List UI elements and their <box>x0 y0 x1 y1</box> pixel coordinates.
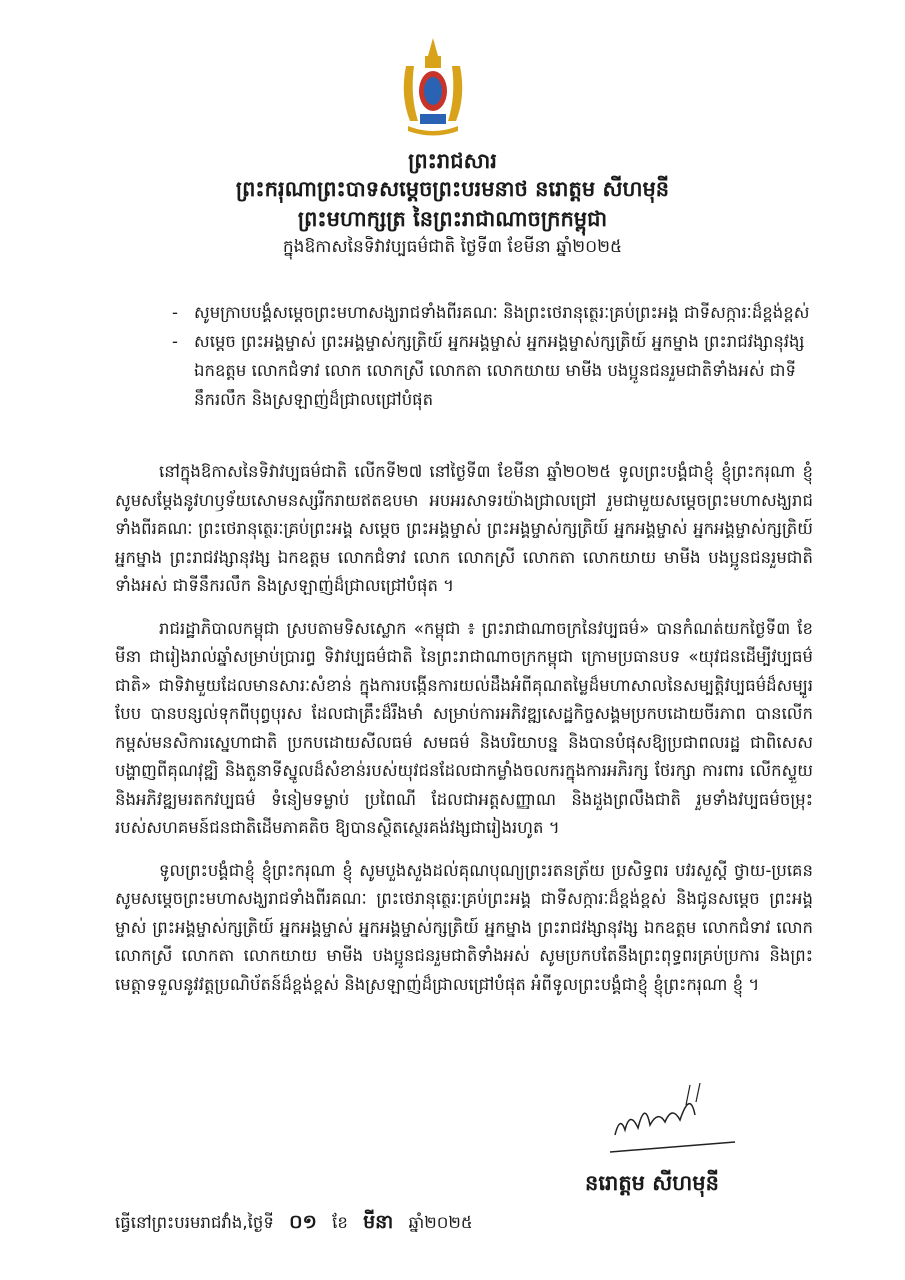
paragraph: ទូលព្រះបង្គំជាខ្ញុំ ខ្ញុំព្រះករុណា ខ្ញុំ សូមបួងសួងដល់គុណបុណ្យព្រះរតនត្រ័យ ប្រសិទ្ធពរ បវរសួស្តី ថ្វាយ-ប្រគេន សូមសម្តេចព្រះមហាសង្ឃរាជទាំងពីរគណៈ ព្រះថេរានុត្ថេរៈគ្រប់ព្រះអង្គ ជាទីសក្ការៈដ៏ខ្ពង់ខ្ពស់ និងជូនសម្តេច ព្រះអង្គម្ចាស់ ព្រះអង្គម្ចាស់ក្សត្រិយ៍ អ្នកអង្គម្ចាស់ អ្នកអង្គម្ចាស់ក្សត្រិយ៍ អ្នកម្នាង ព្រះរាជវង្សានុវង្ស ឯកឧត្តម លោកជំទាវ លោក លោកស្រី លោកតា លោកយាយ មាមីង បងប្អូនជនរួមជាតិទាំងអស់ សូមប្រកបតែនឹងព្រះពុទ្ធពរគ្រប់ប្រការ និងព្រះមេត្តាទទួលនូវវត្តប្រណិប័តន៍ដ៏ខ្ពង់ខ្ពស់ និងស្រឡាញ់ដ៏ជ្រាលជ្រៅបំផុត អំពីទូលព្រះបង្គំជាខ្ញុំ ខ្ញុំព្រះករុណា ខ្ញុំ ។ <box>115 860 813 994</box>
paragraph: នៅក្នុងឱកាសនៃទិវាវប្បធម៌ជាតិ លើកទី២៧ នៅថ្ងៃទី៣ ខែមីនា ឆ្នាំ២០២៥ ទូលព្រះបង្គំជាខ្ញុំ ខ្ញុំព្រះករុណា ខ្ញុំ សូមសម្តែងនូវហឫទ័យសោមនស្សរីករាយឥតឧបមា អបអរសាទរយ៉ាងជ្រាលជ្រៅ រួមជាមួយសម្តេចព្រះមហាសង្ឃរាជទាំងពីរគណៈ ព្រះថេរានុត្ថេរៈគ្រប់ព្រះអង្គ សម្តេច ព្រះអង្គម្ចាស់ ព្រះអង្គម្ចាស់ក្សត្រិយ៍ អ្នកអង្គម្ចាស់ អ្នកអង្គម្ចាស់ក្សត្រិយ៍ អ្នកម្នាង ព្រះរាជវង្សានុវង្ស ឯកឧត្តម លោកជំទាវ លោក លោកស្រី លោកតា លោកយាយ មាមីង បងប្អូនជនរួមជាតិទាំងអស់ ជាទីនឹករលឹក និងស្រឡាញ់ដ៏ជ្រាលជ្រៅបំផុត ។ <box>115 462 813 595</box>
salutation-item: - សូមក្រាបបង្គំសម្តេចព្រះមហាសង្ឃរាជទាំងពីរគណៈ និងព្រះថេរានុត្ថេរៈគ្រប់ព្រះអង្គ ជាទីសក្ការៈដ៏ខ្ពង់ខ្ពស់ <box>172 298 812 327</box>
signatory-name: នរោត្តម សីហមុនី <box>585 1171 719 1195</box>
sender-subtitle: ព្រះមហាក្សត្រ នៃព្រះរាជាណាចក្រកម្ពុជា <box>297 207 608 231</box>
date-year: ឆ្នាំ២០២៥ <box>408 1213 473 1232</box>
place-label: ធ្វើនៅព្រះបរមរាជវាំង,ថ្ងៃទី <box>115 1213 274 1232</box>
document-title: ព្រះរាជសារ <box>408 149 497 173</box>
salutation-text: សូមក្រាបបង្គំសម្តេចព្រះមហាសង្ឃរាជទាំងពីរគណៈ និងព្រះថេរានុត្ថេរៈគ្រប់ព្រះអង្គ ជាទីសក្ការៈដ៏ខ្ពង់ខ្ពស់ <box>194 303 810 322</box>
salutation-text: សម្តេច ព្រះអង្គម្ចាស់ ព្រះអង្គម្ចាស់ក្សត្រិយ៍ អ្នកអង្គម្ចាស់ អ្នកអង្គម្ចាស់ក្សត្រិយ៍ អ្នកម្នាង ព្រះរាជវង្សានុវង្ស ឯកឧត្តម លោកជំទាវ លោក លោកស្រី លោកតា លោកយាយ មាមីង បងប្អូនជនរួមជាតិទាំងអស់ ជាទីនឹករលឹក និងស្រឡាញ់ដ៏ជ្រាលជ្រៅបំផុត <box>194 332 805 409</box>
salutation-list <box>172 298 812 414</box>
royal-emblem-icon <box>398 36 468 136</box>
month-label: ខែ <box>332 1213 348 1232</box>
place-date-line <box>115 1210 473 1238</box>
handwritten-signature-icon <box>600 1080 740 1160</box>
date-month: មីនា <box>363 1211 394 1233</box>
date-day: ០១ <box>289 1211 317 1233</box>
salutation-item: - សម្តេច ព្រះអង្គម្ចាស់ ព្រះអង្គម្ចាស់ក្សត្រិយ៍ អ្នកអង្គម្ចាស់ អ្នកអង្គម្ចាស់ក្សត្រិយ៍ អ្នកម្នាង ព្រះរាជវង្សានុវង្ស ឯកឧត្តម លោកជំទាវ លោក លោកស្រី លោកតា លោកយាយ មាមីង បងប្អូនជនរួមជាតិទាំងអស់ ជាទីនឹករលឹក និងស្រឡាញ់ដ៏ជ្រាលជ្រៅបំផុត <box>172 327 812 414</box>
occasion-line: ក្នុងឱកាសនៃទិវាវប្បធម៌ជាតិ ថ្ងៃទី៣ ខែមីនា ឆ្នាំ២០២៥ <box>282 237 623 257</box>
sender-title: ព្រះករុណាព្រះបាទសម្តេចព្រះបរមនាថ នរោត្តម សីហមុនី <box>235 177 670 201</box>
paragraph: រាជរដ្ឋាភិបាលកម្ពុជា ស្របតាមទិសស្លោក «កម្ពុជា ៖ ព្រះរាជាណាចក្រនៃវប្បធម៌» បានកំណត់យកថ្ងៃទី៣ ខែមីនា ជារៀងរាល់ឆ្នាំសម្រាប់ប្រារព្ធ ទិវាវប្បធម៌ជាតិ នៃព្រះរាជាណាចក្រកម្ពុជា ក្រោមប្រធានបទ «យុវជនដើម្បីវប្បធម៌ជាតិ» ជាទិវាមួយដែលមានសារៈសំខាន់ ក្នុងការបង្កើនការយល់ដឹងអំពីគុណតម្លៃដ៏មហាសាលនៃសម្បត្តិវប្បធម៌ដ៏សម្បូរបែប បានបន្សល់ទុកពីបុព្វបុរស ដែលជាគ្រឹះដ៏រឹងមាំ សម្រាប់ការអភិវឌ្ឍសេដ្ឋកិច្ចសង្គមប្រកបដោយចីរភាព បានលើកកម្ពស់មនសិការស្នេហាជាតិ ប្រកបដោយសីលធម៌ សមធម៌ និងបរិយាបន្ន និងបានបំផុសឱ្យប្រជាពលរដ្ឋ ជាពិសេសបង្ហាញពីគុណវុឌ្ឍិ និងតួនាទីស្នូលដ៏សំខាន់របស់យុវជនដែលជាកម្លាំងចលករក្នុងការអភិរក្ស ថែរក្សា ការពារ លើកស្ទួយ និងអភិវឌ្ឍមរតកវប្បធម៌ ទំនៀមទម្លាប់ ប្រពៃណី ដែលជាអត្តសញ្ញាណ និងដួងព្រលឹងជាតិ រួមទាំងវប្បធម៌ចម្រុះរបស់សហគមន៍ជនជាតិដើមភាគតិច ឱ្យបានស្ថិតស្ថេរគង់វង្សជារៀងរហូត ។ <box>115 618 813 837</box>
letter-body <box>115 458 813 1013</box>
